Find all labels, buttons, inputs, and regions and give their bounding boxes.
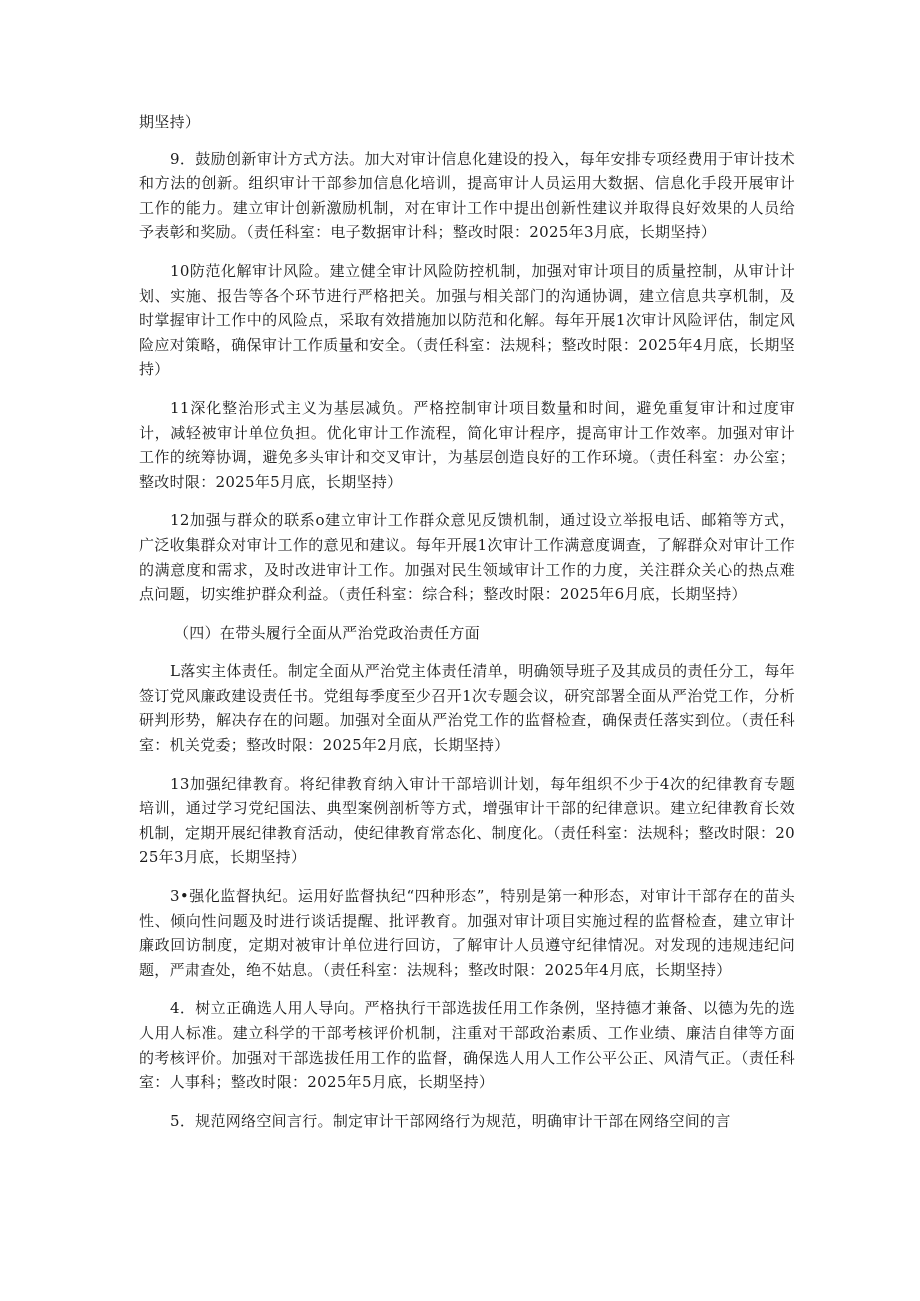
paragraph-item-5: 5．规范网络空间言行。制定审计干部网络行为规范，明确审计干部在网络空间的言 [170, 1111, 731, 1130]
paragraph-item-3: 3•强化监督执纪。运用好监督执纪“四种形态”，特别是第一种形态，对审计干部存在的苗头性、倾向性问题及时进行谈话提醒、批评教育。加强对审计项目实施过程的监督检查，建立审计廉政回访制度，定期对被审计单位进行回访，了解审计人员遵守纪律情况。对发现的违规违纪问题，严肃查处，绝不姑息。（责任科室：法规科；整改时限：2025年4月底，长期坚持） [139, 887, 795, 979]
paragraph-item-13: 13加强纪律教育。将纪律教育纳入审计干部培训计划，每年组织不少于4次的纪律教育专题培训，通过学习党纪国法、典型案例剖析等方式，增强审计干部的纪律意识。建立纪律教育长效机制，定期开展纪律教育活动，使纪律教育常态化、制度化。（责任科室：法规科；整改时限：2025年3月底，长期坚持） [139, 774, 795, 867]
paragraph-item-12: 12加强与群众的联系o建立审计工作群众意见反馈机制，通过设立举报电话、邮箱等方式，广泛收集群众对审计工作的意见和建议。每年开展1次审计工作满意度调查，了解群众对审计工作的满意度和需求，及时改进审计工作。加强对民生领域审计工作的力度，关注群众关心的热点难点问题，切实维护群众利益。（责任科室：综合科；整改时限：2025年6月底，长期坚持） [139, 511, 795, 604]
paragraph-continuation: 期坚持） [139, 113, 201, 131]
paragraph-item-11: 11深化整治形式主义为基层减负。严格控制审计项目数量和时间，避免重复审计和过度审计，减轻被审计单位负担。优化审计工作流程，简化审计程序，提高审计工作效率。加强对审计工作的统筹协调，避免多头审计和交叉审计，为基层创造良好的工作环境。（责任科室：办公室；整改时限：2025年5月底，长期坚持） [139, 398, 795, 491]
section-heading-4: （四）在带头履行全面从严治党政治责任方面 [174, 623, 481, 642]
paragraph-item-4: 4．树立正确选人用人导向。严格执行干部选拔任用工作条例，坚持德才兼备、以德为先的选人用人标准。建立科学的干部考核评价机制，注重对干部政治素质、工作业绩、廉洁自律等方面的考核评价。加强对干部选拔任用工作的监督，确保选人用人工作公平公正、风清气正。（责任科室：人事科；整改时限：2025年5月底，长期坚持） [139, 999, 795, 1092]
paragraph-item-10: 10防范化解审计风险。建立健全审计风险防控机制，加强对审计项目的质量控制，从审计计划、实施、报告等各个环节进行严格把关。加强与相关部门的沟通协调，建立信息共享机制，及时掌握审计工作中的风险点，采取有效措施加以防范和化解。每年开展1次审计风险评估，制定风险应对策略，确保审计工作质量和安全。（责任科室：法规科；整改时限：2025年4月底，长期坚持） [139, 261, 795, 379]
paragraph-item-9: 9．鼓励创新审计方式方法。加大对审计信息化建设的投入，每年安排专项经费用于审计技术和方法的创新。组织审计干部参加信息化培训，提高审计人员运用大数据、信息化手段开展审计工作的能力。建立审计创新激励机制，对在审计工作中提出创新性建议并取得良好效果的人员给予表彰和奖励。（责任科室：电子数据审计科；整改时限：2025年3月底，长期坚持） [139, 149, 795, 242]
paragraph-item-1: L落实主体责任。制定全面从严治党主体责任清单，明确领导班子及其成员的责任分工，每年签订党风廉政建设责任书。党组每季度至少召开1次专题会议，研究部署全面从严治党工作，分析研判形势，解决存在的问题。加强对全面从严治党工作的监督检查，确保责任落实到位。（责任科室：机关党委；整改时限：2025年2月底，长期坚持） [139, 662, 795, 755]
document-page [139, 110, 795, 1147]
